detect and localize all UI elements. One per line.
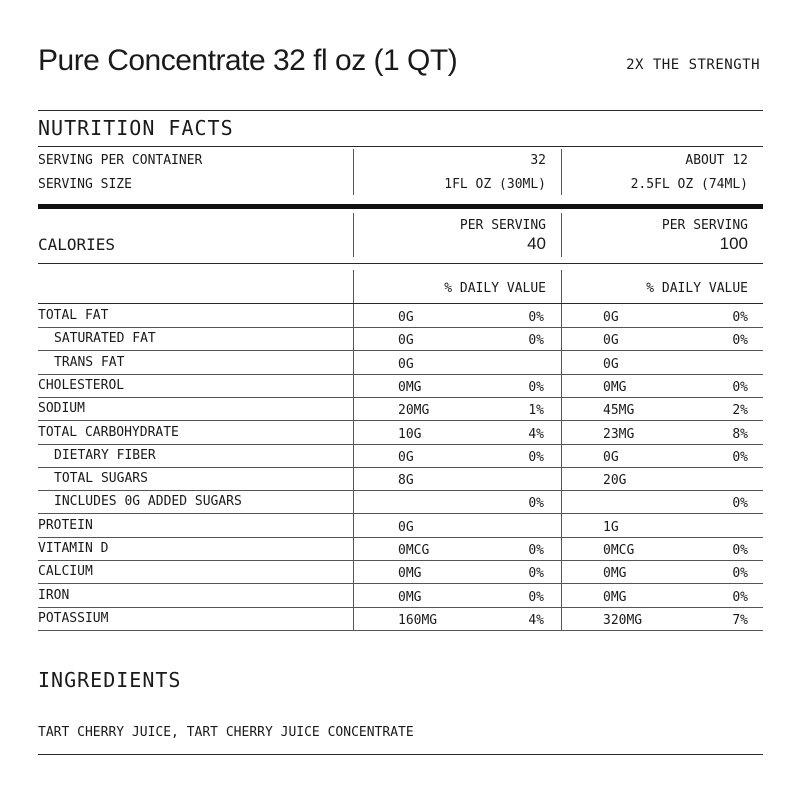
column-divider [353,444,354,467]
nutrient-amount-col2: 0MG [603,379,627,395]
nutrient-label: VITAMIN D [38,541,109,556]
column-divider [561,374,562,397]
nutrient-dv-col1: 0% [528,589,544,605]
servings-col1-value: 32 [530,153,546,168]
ingredients-text: TART CHERRY JUICE, TART CHERRY JUICE CONCENTRATE [38,725,414,740]
nutrient-amount-col2: 45MG [603,403,635,419]
daily-value-col1-header: % DAILY VALUE [444,281,546,296]
column-divider [353,607,354,630]
nutrient-amount-col2: 0G [603,333,619,349]
nutrient-dv-col1: 0% [528,543,544,558]
nutrient-amount-col2: 1G [603,519,619,535]
nutrient-amount-col1: 10G [398,426,422,442]
nutrient-row [38,397,763,421]
servings-col2-value: ABOUT 12 [685,153,748,168]
nutrient-amount-col1: 0G [398,449,414,465]
nutrient-row [38,490,763,514]
serving-size-col1-value: 1FL OZ (30ML) [444,177,546,192]
nutrient-row [38,467,763,491]
column-divider [353,327,354,350]
nutrient-label: IRON [38,587,70,603]
nutrient-amount-col1: 160MG [398,612,438,628]
column-divider [561,514,562,537]
column-divider [561,351,562,374]
nutrient-amount-col1: 0G [398,333,414,349]
nutrient-row [38,514,763,538]
nutrient-amount-col1: 20MG [398,403,430,419]
column-divider [353,421,354,444]
ingredients-heading: INGREDIENTS [38,668,182,692]
nutrient-dv-col2: 2% [732,403,748,419]
nutrient-dv-col2: 8% [732,426,748,442]
nutrient-row [38,327,763,351]
column-divider [561,270,562,303]
nutrient-amount-col1: 0MG [398,566,422,582]
nutrient-label: TRANS FAT [54,354,125,370]
nutrient-amount-col2: 23MG [603,426,635,442]
nutrient-row [38,374,763,398]
nutrient-row [38,444,763,468]
column-divider [353,149,354,195]
nutrient-amount-col1: 0MG [398,589,422,605]
nutrient-amount-col1: 0G [398,519,414,535]
column-divider [353,467,354,490]
serving-size-col2-value: 2.5FL OZ (74ML) [630,177,748,192]
nutrient-label: CHOLESTEROL [38,377,125,393]
calories-label: CALORIES [38,235,116,254]
column-divider [353,397,354,420]
nutrient-row [38,421,763,445]
nutrient-amount-col2: 0MG [603,566,627,582]
nutrient-dv-col1: 0% [528,379,544,395]
nutrient-dv-col1: 0% [528,449,544,465]
calories-col2-value: 100 [719,234,748,253]
nutrient-amount-col2: 0G [603,356,619,372]
divider [38,110,763,111]
column-divider [561,444,562,467]
nutrient-amount-col2: 0G [603,310,619,325]
column-divider [353,213,354,257]
nutrient-amount-col2: 0G [603,449,619,465]
nutrient-dv-col2: 0% [732,379,748,395]
serving-size-label: SERVING SIZE [38,177,132,192]
nutrient-amount-col1: 0G [398,310,414,325]
divider [38,263,763,264]
column-divider [561,490,562,513]
nutrient-amount-col2: 0MG [603,589,627,605]
nutrient-row [38,537,763,561]
nutrient-dv-col1: 0% [528,566,544,582]
nutrient-label: TOTAL FAT [38,308,109,323]
column-divider [561,304,562,327]
nutrient-amount-col1: 0MG [398,379,422,395]
nutrient-label: CALCIUM [38,564,93,580]
nutrition-facts-heading: NUTRITION FACTS [38,116,234,140]
nutrient-label: TOTAL SUGARS [54,471,148,487]
column-divider [353,270,354,303]
column-divider [561,421,562,444]
nutrient-amount-col1: 0MCG [398,543,430,558]
column-divider [353,514,354,537]
nutrient-amount-col1: 8G [398,473,414,489]
nutrient-row [38,304,763,328]
product-title: Pure Concentrate 32 fl oz (1 QT) [38,44,458,77]
nutrient-label: PROTEIN [38,517,93,533]
column-divider [353,304,354,327]
divider [38,146,763,147]
column-divider [353,351,354,374]
column-divider [561,327,562,350]
nutrient-dv-col2: 0% [732,566,748,582]
per-serving-col2-label: PER SERVING [661,218,748,233]
column-divider [561,149,562,195]
column-divider [561,397,562,420]
nutrient-amount-col2: 320MG [603,612,643,628]
nutrient-row [38,607,763,631]
column-divider [353,537,354,560]
column-divider [561,537,562,560]
nutrient-row [38,351,763,375]
nutrient-dv-col2: 0% [732,333,748,349]
nutrient-label: INCLUDES 0G ADDED SUGARS [54,494,242,510]
column-divider [353,374,354,397]
nutrient-label: POTASSIUM [38,610,109,626]
nutrient-dv-col1: 4% [528,612,544,628]
nutrient-dv-col2: 0% [732,310,748,325]
nutrient-dv-col2: 0% [732,543,748,558]
per-serving-col1-label: PER SERVING [459,218,546,233]
column-divider [561,467,562,490]
strength-tagline: 2X THE STRENGTH [626,57,760,73]
nutrient-dv-col2: 0% [732,449,748,465]
nutrient-dv-col1: 4% [528,426,544,442]
nutrient-dv-col2: 0% [732,589,748,605]
column-divider [561,560,562,583]
column-divider [561,584,562,607]
thick-divider [38,204,763,209]
nutrient-dv-col1: 1% [528,403,544,419]
nutrient-amount-col1: 0G [398,356,414,372]
column-divider [561,607,562,630]
nutrient-dv-col1: 0% [528,496,544,512]
divider [38,754,763,755]
calories-col1-value: 40 [527,234,546,253]
nutrient-dv-col1: 0% [528,310,544,325]
column-divider [353,490,354,513]
column-divider [561,213,562,257]
nutrient-dv-col2: 7% [732,612,748,628]
nutrient-label: DIETARY FIBER [54,447,156,463]
nutrient-dv-col1: 0% [528,333,544,349]
nutrient-label: SODIUM [38,401,85,417]
servings-per-container-label: SERVING PER CONTAINER [38,153,203,168]
nutrient-amount-col2: 20G [603,473,627,489]
nutrient-row [38,560,763,584]
nutrient-amount-col2: 0MCG [603,543,635,558]
column-divider [353,560,354,583]
nutrient-label: TOTAL CARBOHYDRATE [38,424,179,440]
nutrient-dv-col2: 0% [732,496,748,512]
nutrient-row [38,584,763,608]
column-divider [353,584,354,607]
nutrient-label: SATURATED FAT [54,331,156,347]
daily-value-col2-header: % DAILY VALUE [646,281,748,296]
